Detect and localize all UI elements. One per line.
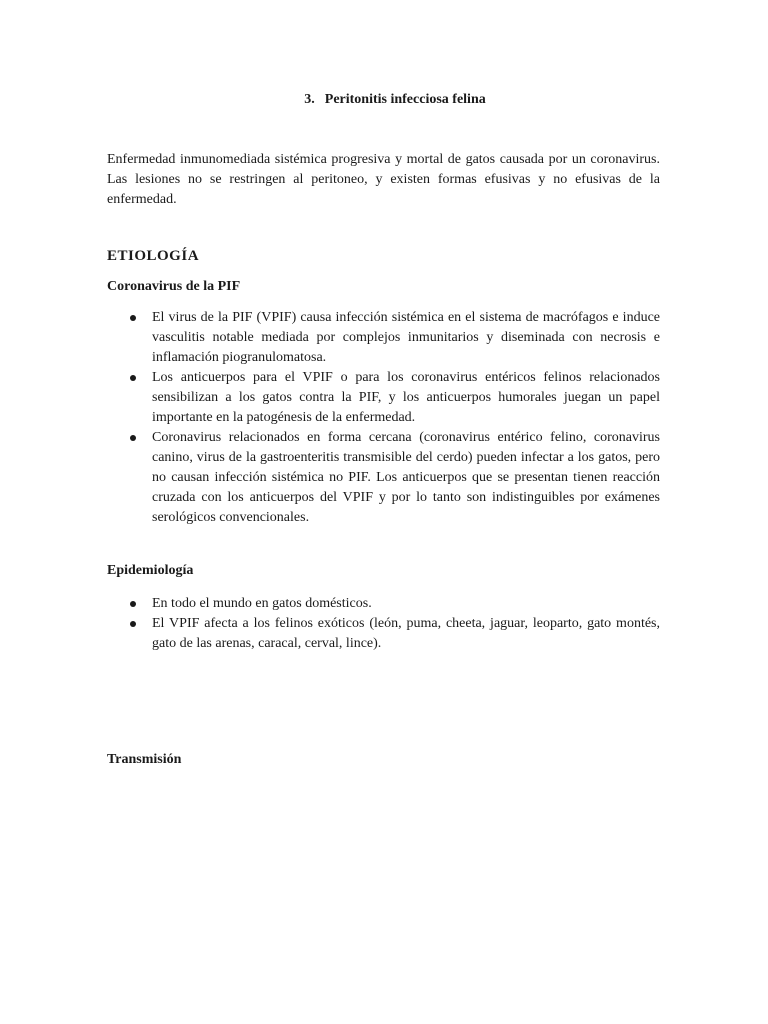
coronavirus-subheading: Coronavirus de la PIF	[107, 279, 241, 294]
bullet-icon	[130, 621, 136, 627]
etiologia-bullet-list	[107, 308, 660, 528]
list-item	[107, 308, 660, 368]
list-item-text: Coronavirus relacionados en forma cercana (coronavirus entérico felino, coronavirus canino, virus de la gastroenteritis transmisible del cerdo) pueden infectar a los gatos, pero no causan infección sistémica no PIF. Los anticuerpos que se presentan tienen reacción cruzada con los anticuerpos del VPIF y por lo tanto son indistinguibles por exámenes serológicos convencionales.	[152, 430, 660, 525]
list-item-text: El VPIF afecta a los felinos exóticos (león, puma, cheeta, jaguar, leoparto, gato montés, gato de las arenas, caracal, cerval, lince).	[152, 616, 660, 651]
section-title-text: Peritonitis infecciosa felina	[324, 92, 486, 107]
list-item-text: Los anticuerpos para el VPIF o para los coronavirus entéricos felinos relacionados sensibilizan a los gatos contra la PIF, y los anticuerpos humorales juegan un papel importante en la patogénesis de la enfermedad.	[152, 370, 660, 425]
list-item	[107, 594, 660, 614]
intro-paragraph: Enfermedad inmunomediada sistémica progresiva y mortal de gatos causada por un coronavirus. Las lesiones no se restringen al peritoneo, y existen formas efusivas y no efusivas de la enfermedad.	[107, 152, 660, 207]
bullet-icon	[130, 435, 136, 441]
section-title	[0, 92, 768, 108]
section-number: 3.	[304, 92, 315, 107]
epidemiologia-bullet-list	[107, 594, 660, 654]
list-item-text: En todo el mundo en gatos domésticos.	[152, 596, 372, 611]
list-item	[107, 614, 660, 654]
bullet-icon	[130, 375, 136, 381]
list-item-text: El virus de la PIF (VPIF) causa infección sistémica en el sistema de macrófagos e induce vasculitis notable mediada por complejos inmunitarios y diseminada con necrosis e inflamación piogranulomatosa.	[152, 310, 660, 365]
list-item	[107, 428, 660, 528]
transmision-heading: Transmisión	[107, 752, 182, 767]
epidemiologia-heading: Epidemiología	[107, 563, 194, 578]
etiologia-heading: ETIOLOGÍA	[107, 248, 200, 264]
bullet-icon	[130, 315, 136, 321]
bullet-icon	[130, 601, 136, 607]
list-item	[107, 368, 660, 428]
